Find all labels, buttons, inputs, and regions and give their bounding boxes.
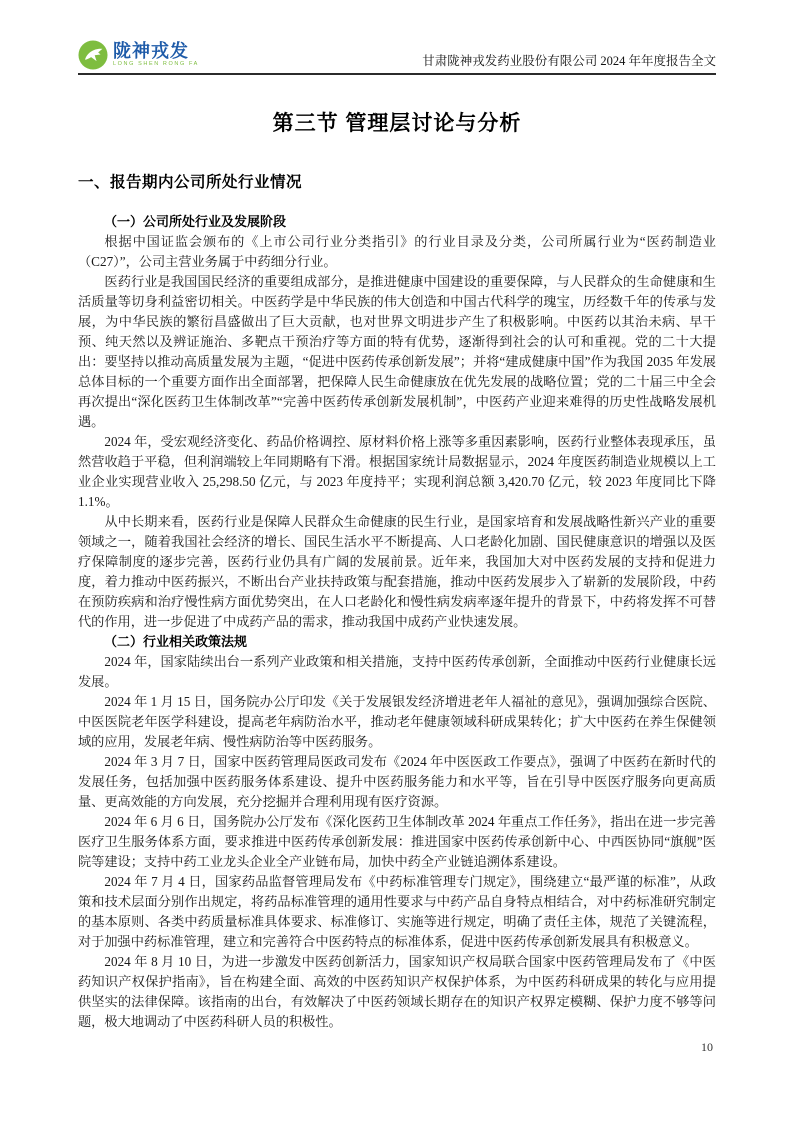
subsection-heading-1: （一）公司所处行业及发展阶段 [104,214,287,229]
subsection-heading-2: （二）行业相关政策法规 [104,634,248,649]
paragraph: 2024 年，国家陆续出台一系列产业政策和相关措施，支持中医药传承创新，全面推动中医药行业健康长远发展。 [78,654,716,689]
logo-icon [78,40,108,70]
paragraph: 根据中国证监会颁布的《上市公司行业分类指引》的行业目录及分类，公司所属行业为“医药制造业（C27）”，公司主营业务属于中药细分行业。 [78,234,716,269]
paragraph: 2024 年 1 月 15 日，国务院办公厅印发《关于发展银发经济增进老年人福祉的意见》，强调加强综合医院、中医医院老年医学科建设，提高老年病防治水平，推动老年健康领域科研成果转化；扩大中医药在养生保健领域的应用，发展老年病、慢性病防治等中医药服务。 [78,694,716,749]
paragraph: 2024 年，受宏观经济变化、药品价格调控、原材料价格上涨等多重因素影响，医药行业整体表现承压，虽然营收趋于平稳，但利润端较上年同期略有下滑。根据国家统计局数据显示，2024 年度医药制造业规模以上工业企业实现营业收入 25,298.50 亿元，与 2023 年度持平；实现利润总额 3,420.70 亿元，较 2023 年度同比下降 1.1%。 [78,434,716,509]
document-body [78,78,716,1032]
paragraph: 从中长期来看，医药行业是保障人民群众生命健康的民生行业，是国家培育和发展战略性新兴产业的重要领域之一，随着我国社会经济的增长、国民生活水平不断提高、人口老龄化加剧、国民健康意识的增强以及医疗保障制度的逐步完善，医药行业仍具有广阔的发展前景。近年来，我国加大对中医药发展的支持和促进力度，着力推动中医药振兴，不断出台产业扶持政策与配套措施，推动中医药发展步入了崭新的发展阶段，中药在预防疾病和治疗慢性病方面优势突出，在人口老龄化和慢性病发病率逐年提升的背景下，中药将发挥不可替代的作用，进一步促进了中成药产品的需求，推动我国中成药产业快速发展。 [78,514,716,629]
section-heading: 一、报告期内公司所处行业情况 [78,174,303,191]
paragraph: 医药行业是我国国民经济的重要组成部分，是推进健康中国建设的重要保障，与人民群众的生命健康和生活质量等切身利益密切相关。中医药学是中华民族的伟大创造和中国古代科学的瑰宝，历经数千年的传承与发展，为中华民族的繁衍昌盛做出了巨大贡献，也对世界文明进步产生了积极影响。中医药以其治未病、早干预、纯天然以及辨证施治、多靶点干预治疗等方面的特有优势，逐渐得到社会的认可和重视。党的二十大提出：要坚持以推动高质量发展为主题，“促进中医药传承创新发展”；并将“建成健康中国”作为我国 2035 年发展总体目标的一个重要方面作出全面部署，把保障人民生命健康放在优先发展的战略位置；党的二十届三中全会再次提出“深化医药卫生体制改革”“完善中医药传承创新发展机制”，中医药产业迎来难得的历史性战略发展机遇。 [78,274,716,429]
logo-text [113,42,199,68]
paragraph: 2024 年 7 月 4 日，国家药品监督管理局发布《中药标准管理专门规定》，围绕建立“最严谨的标准”，从政策和技术层面分别作出规定，将药品标准管理的通用性要求与中药产品自身特点相结合，对中药标准研究制定的基本原则、各类中药质量标准具体要求、标准修订、实施等进行规定，明确了责任主体，规范了关键流程，对于加强中药标准管理，建立和完善符合中医药特点的标准体系，促进中医药传承创新发展具有积极意义。 [78,874,716,949]
page-number: 10 [701,1040,713,1054]
paragraph: 2024 年 6 月 6 日，国务院办公厅发布《深化医药卫生体制改革 2024 年重点工作任务》，指出在进一步完善医疗卫生服务体系方面，要求推进中医药传承创新发展：推进国家中医药传承创新中心、中西医协同“旗舰”医院等建设；支持中药工业龙头企业全产业链布局，加快中药全产业链追溯体系建设。 [78,814,716,869]
chapter-title: 第三节 管理层讨论与分析 [272,112,522,135]
logo-text-cn: 陇神戎发 [113,41,189,62]
paragraph: 2024 年 8 月 10 日，为进一步激发中医药创新活力，国家知识产权局联合国家中医药管理局发布了《中医药知识产权保护指南》，旨在构建全面、高效的中医药知识产权保护体系，为中医药科研成果的转化与应用提供坚实的法律保障。该指南的出台，有效解决了中医药领域长期存在的知识产权界定模糊、保护力度不够等问题，极大地调动了中医药科研人员的积极性。 [78,954,716,1029]
company-logo [78,40,199,70]
report-header-title: 甘肃陇神戎发药业股份有限公司 2024 年年度报告全文 [422,54,716,68]
page-header [78,40,716,75]
logo-text-en: LONG SHEN RONG FA [113,61,199,68]
paragraph: 2024 年 3 月 7 日，国家中医药管理局医政司发布《2024 年中医医政工作要点》，强调了中医药在新时代的发展任务，包括加强中医药服务体系建设、提升中医药服务能力和水平等，旨在引导中医医疗服务向更高质量、更高效能的方向发展，充分挖掘并合理利用现有医疗资源。 [78,754,716,809]
